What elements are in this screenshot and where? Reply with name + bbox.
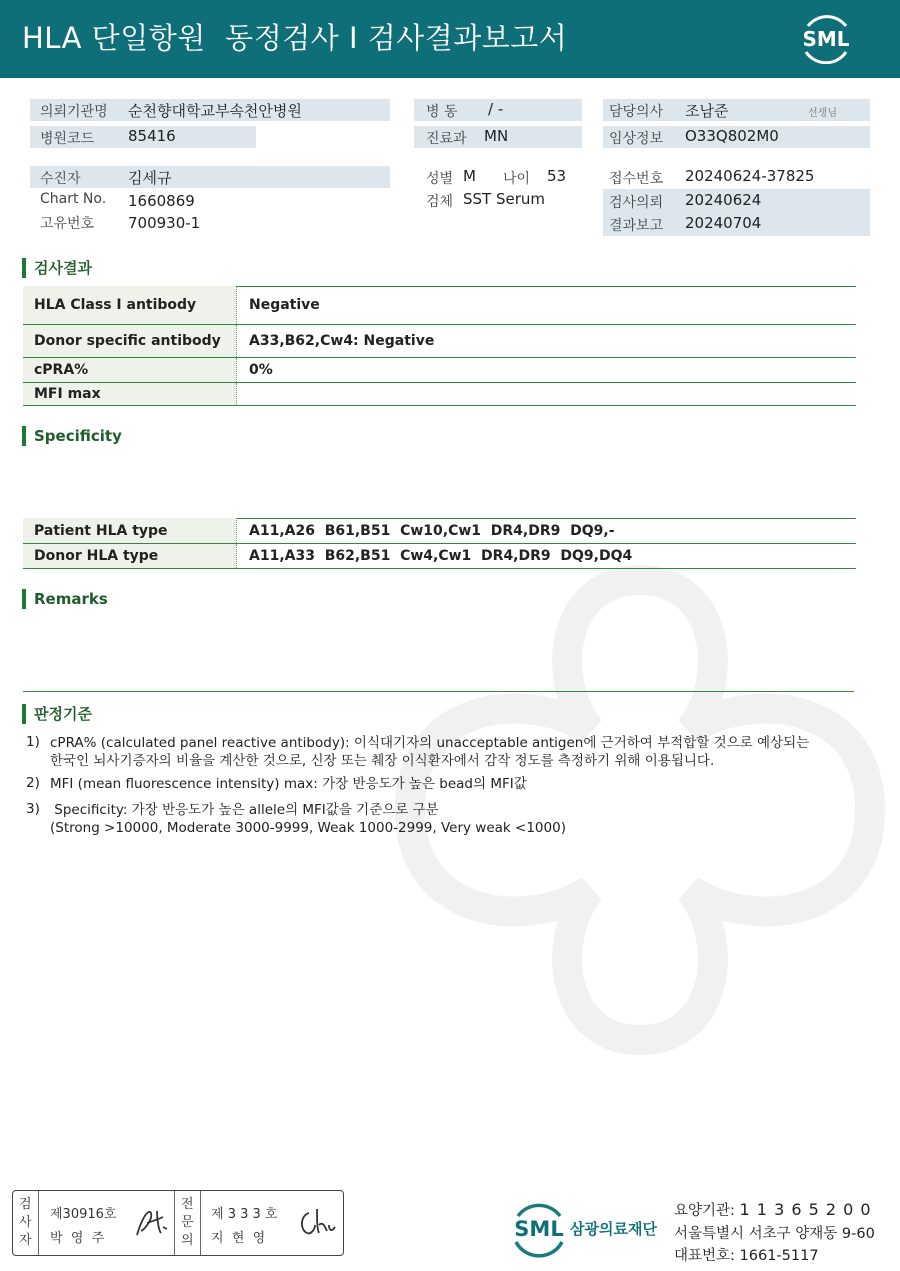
report-label: 결과보고 xyxy=(609,218,664,234)
criteria-section-title: 판정기준 xyxy=(22,704,92,724)
report-title: HLA 단일항원 동정검사 I 검사결과보고서 xyxy=(22,21,568,55)
sml-logo-icon xyxy=(798,12,854,64)
specialist-cell xyxy=(201,1191,342,1255)
hospital-code-value: 85416 xyxy=(128,127,176,145)
criteria-text: Specificity: 가장 반응도가 높은 allele의 MFI값을 기준으로 구분 xyxy=(50,802,439,818)
hla-type-value: A11,A33 B62,B51 Cw4,Cw1 DR4,DR9 DQ9,DQ4 xyxy=(249,548,633,564)
hospital-value: 순천향대학교부속천안병원 xyxy=(128,102,302,120)
results-section-title: 검사결과 xyxy=(22,258,92,278)
table-row xyxy=(23,544,856,569)
specialist-label: 의 xyxy=(181,1233,194,1248)
examiner-label: 자 xyxy=(19,1233,32,1248)
table-row xyxy=(23,286,856,325)
criteria-text: cPRA% (calculated panel reactive antibody): 이식대기자의 unacceptable antigen에 근거하여 부적합할 것으로 예상되는 xyxy=(50,735,810,751)
examiner-cell xyxy=(39,1191,175,1255)
institution-code-label: 요양기관: xyxy=(674,1203,735,1219)
patient-label: 수진자 xyxy=(40,171,81,187)
examiner-name: 박 영 주 xyxy=(50,1231,105,1246)
result-value: Negative xyxy=(249,297,320,313)
specialist-signature-icon xyxy=(295,1205,337,1241)
request-label: 검사의뢰 xyxy=(609,195,664,211)
receipt-value: 20240624-37825 xyxy=(685,167,815,185)
table-row xyxy=(23,358,856,383)
brand-logo-text: SML xyxy=(514,1217,564,1241)
criteria-text: 한국인 뇌사기증자의 비율을 계산한 것으로, 신장 또는 췌장 이식환자에서 감작 정도를 측정하기 위해 이용됩니다. xyxy=(50,753,715,769)
unique-value: 700930-1 xyxy=(128,214,201,232)
ward-label: 병 동 xyxy=(426,104,458,120)
brand-name: 삼광의료재단 xyxy=(570,1220,657,1238)
age-value: 53 xyxy=(547,167,567,185)
chart-value: 1660869 xyxy=(128,192,195,210)
result-label: cPRA% xyxy=(23,358,237,382)
result-value: 0% xyxy=(249,362,273,378)
hla-type-table xyxy=(23,518,856,569)
clinical-info-value: O33Q802M0 xyxy=(685,127,779,145)
result-label: MFI max xyxy=(23,383,237,405)
address: 서울특별시 서초구 양재동 9-60 xyxy=(674,1226,875,1242)
chart-label: Chart No. xyxy=(40,191,107,207)
patient-row xyxy=(30,166,390,188)
phone-label: 대표번호: xyxy=(674,1248,735,1264)
watermark-icon xyxy=(390,560,890,1060)
examiner-signature-icon xyxy=(133,1205,173,1241)
results-table xyxy=(23,286,856,406)
criteria-text: MFI (mean fluorescence intensity) max: 가장 반응도가 높은 bead의 MFI값 xyxy=(50,776,527,792)
criteria-text: (Strong >10000, Moderate 3000-9999, Weak 1000-2999, Very weak <1000) xyxy=(50,820,566,836)
report-header xyxy=(0,0,900,78)
sex-value: M xyxy=(463,167,476,185)
hospital-code-label: 병원코드 xyxy=(40,131,95,147)
table-row xyxy=(23,383,856,406)
doctor-value: 조남준 xyxy=(685,102,729,120)
age-label: 나이 xyxy=(503,171,531,187)
phone-number: 1661-5117 xyxy=(739,1248,819,1264)
specialist-number: 제 3 3 3 호 xyxy=(211,1207,278,1222)
specialist-name: 지 현 영 xyxy=(211,1231,266,1246)
brand-block xyxy=(510,1198,670,1258)
specimen-label: 검체 xyxy=(426,194,454,210)
specificity-section-title: Specificity xyxy=(22,426,122,446)
hla-type-label: Patient HLA type xyxy=(23,518,237,543)
examiner-label: 사 xyxy=(19,1215,32,1230)
specimen-value: SST Serum xyxy=(463,190,546,208)
clinical-info-label: 임상정보 xyxy=(609,131,664,147)
ward-value: / - xyxy=(488,100,504,118)
examiner-label-cell xyxy=(13,1191,39,1255)
doctor-suffix: 선생님 xyxy=(808,108,837,119)
doctor-label: 담당의사 xyxy=(609,104,664,120)
hla-type-value: A11,A26 B61,B51 Cw10,Cw1 DR4,DR9 DQ9,- xyxy=(249,522,615,539)
specialist-label-cell xyxy=(175,1191,201,1255)
criteria-number: 3) xyxy=(26,801,40,817)
result-label: HLA Class I antibody xyxy=(23,286,237,324)
hla-type-label: Donor HLA type xyxy=(23,544,237,568)
institution-code-row xyxy=(674,1199,872,1220)
patient-value: 김세규 xyxy=(128,169,172,187)
sml-logo-text: SML xyxy=(802,27,850,51)
receipt-label: 접수번호 xyxy=(609,171,664,187)
sex-label: 성별 xyxy=(426,171,454,187)
unique-label: 고유번호 xyxy=(40,216,95,232)
result-label: Donor specific antibody xyxy=(23,325,237,357)
sml-brand-logo-icon xyxy=(510,1198,568,1258)
specialist-label: 문 xyxy=(181,1215,194,1230)
table-row xyxy=(23,518,856,544)
remarks-divider xyxy=(23,691,854,692)
examiner-label: 검 xyxy=(19,1197,32,1212)
request-value: 20240624 xyxy=(685,191,762,209)
report-value: 20240704 xyxy=(685,214,762,232)
signature-box xyxy=(12,1190,344,1256)
institution-code: 1 1 3 6 5 2 0 0 xyxy=(739,1200,872,1219)
specialist-label: 전 xyxy=(181,1197,194,1212)
result-value: A33,B62,Cw4: Negative xyxy=(249,333,435,349)
department-label: 진료과 xyxy=(426,131,467,147)
table-row xyxy=(23,325,856,358)
criteria-number: 1) xyxy=(26,734,40,750)
department-value: MN xyxy=(484,127,509,145)
phone-row xyxy=(674,1244,819,1265)
hospital-label: 의뢰기관명 xyxy=(40,104,108,120)
examiner-number: 제30916호 xyxy=(50,1207,117,1222)
remarks-section-title: Remarks xyxy=(22,589,108,609)
criteria-number: 2) xyxy=(26,775,40,791)
